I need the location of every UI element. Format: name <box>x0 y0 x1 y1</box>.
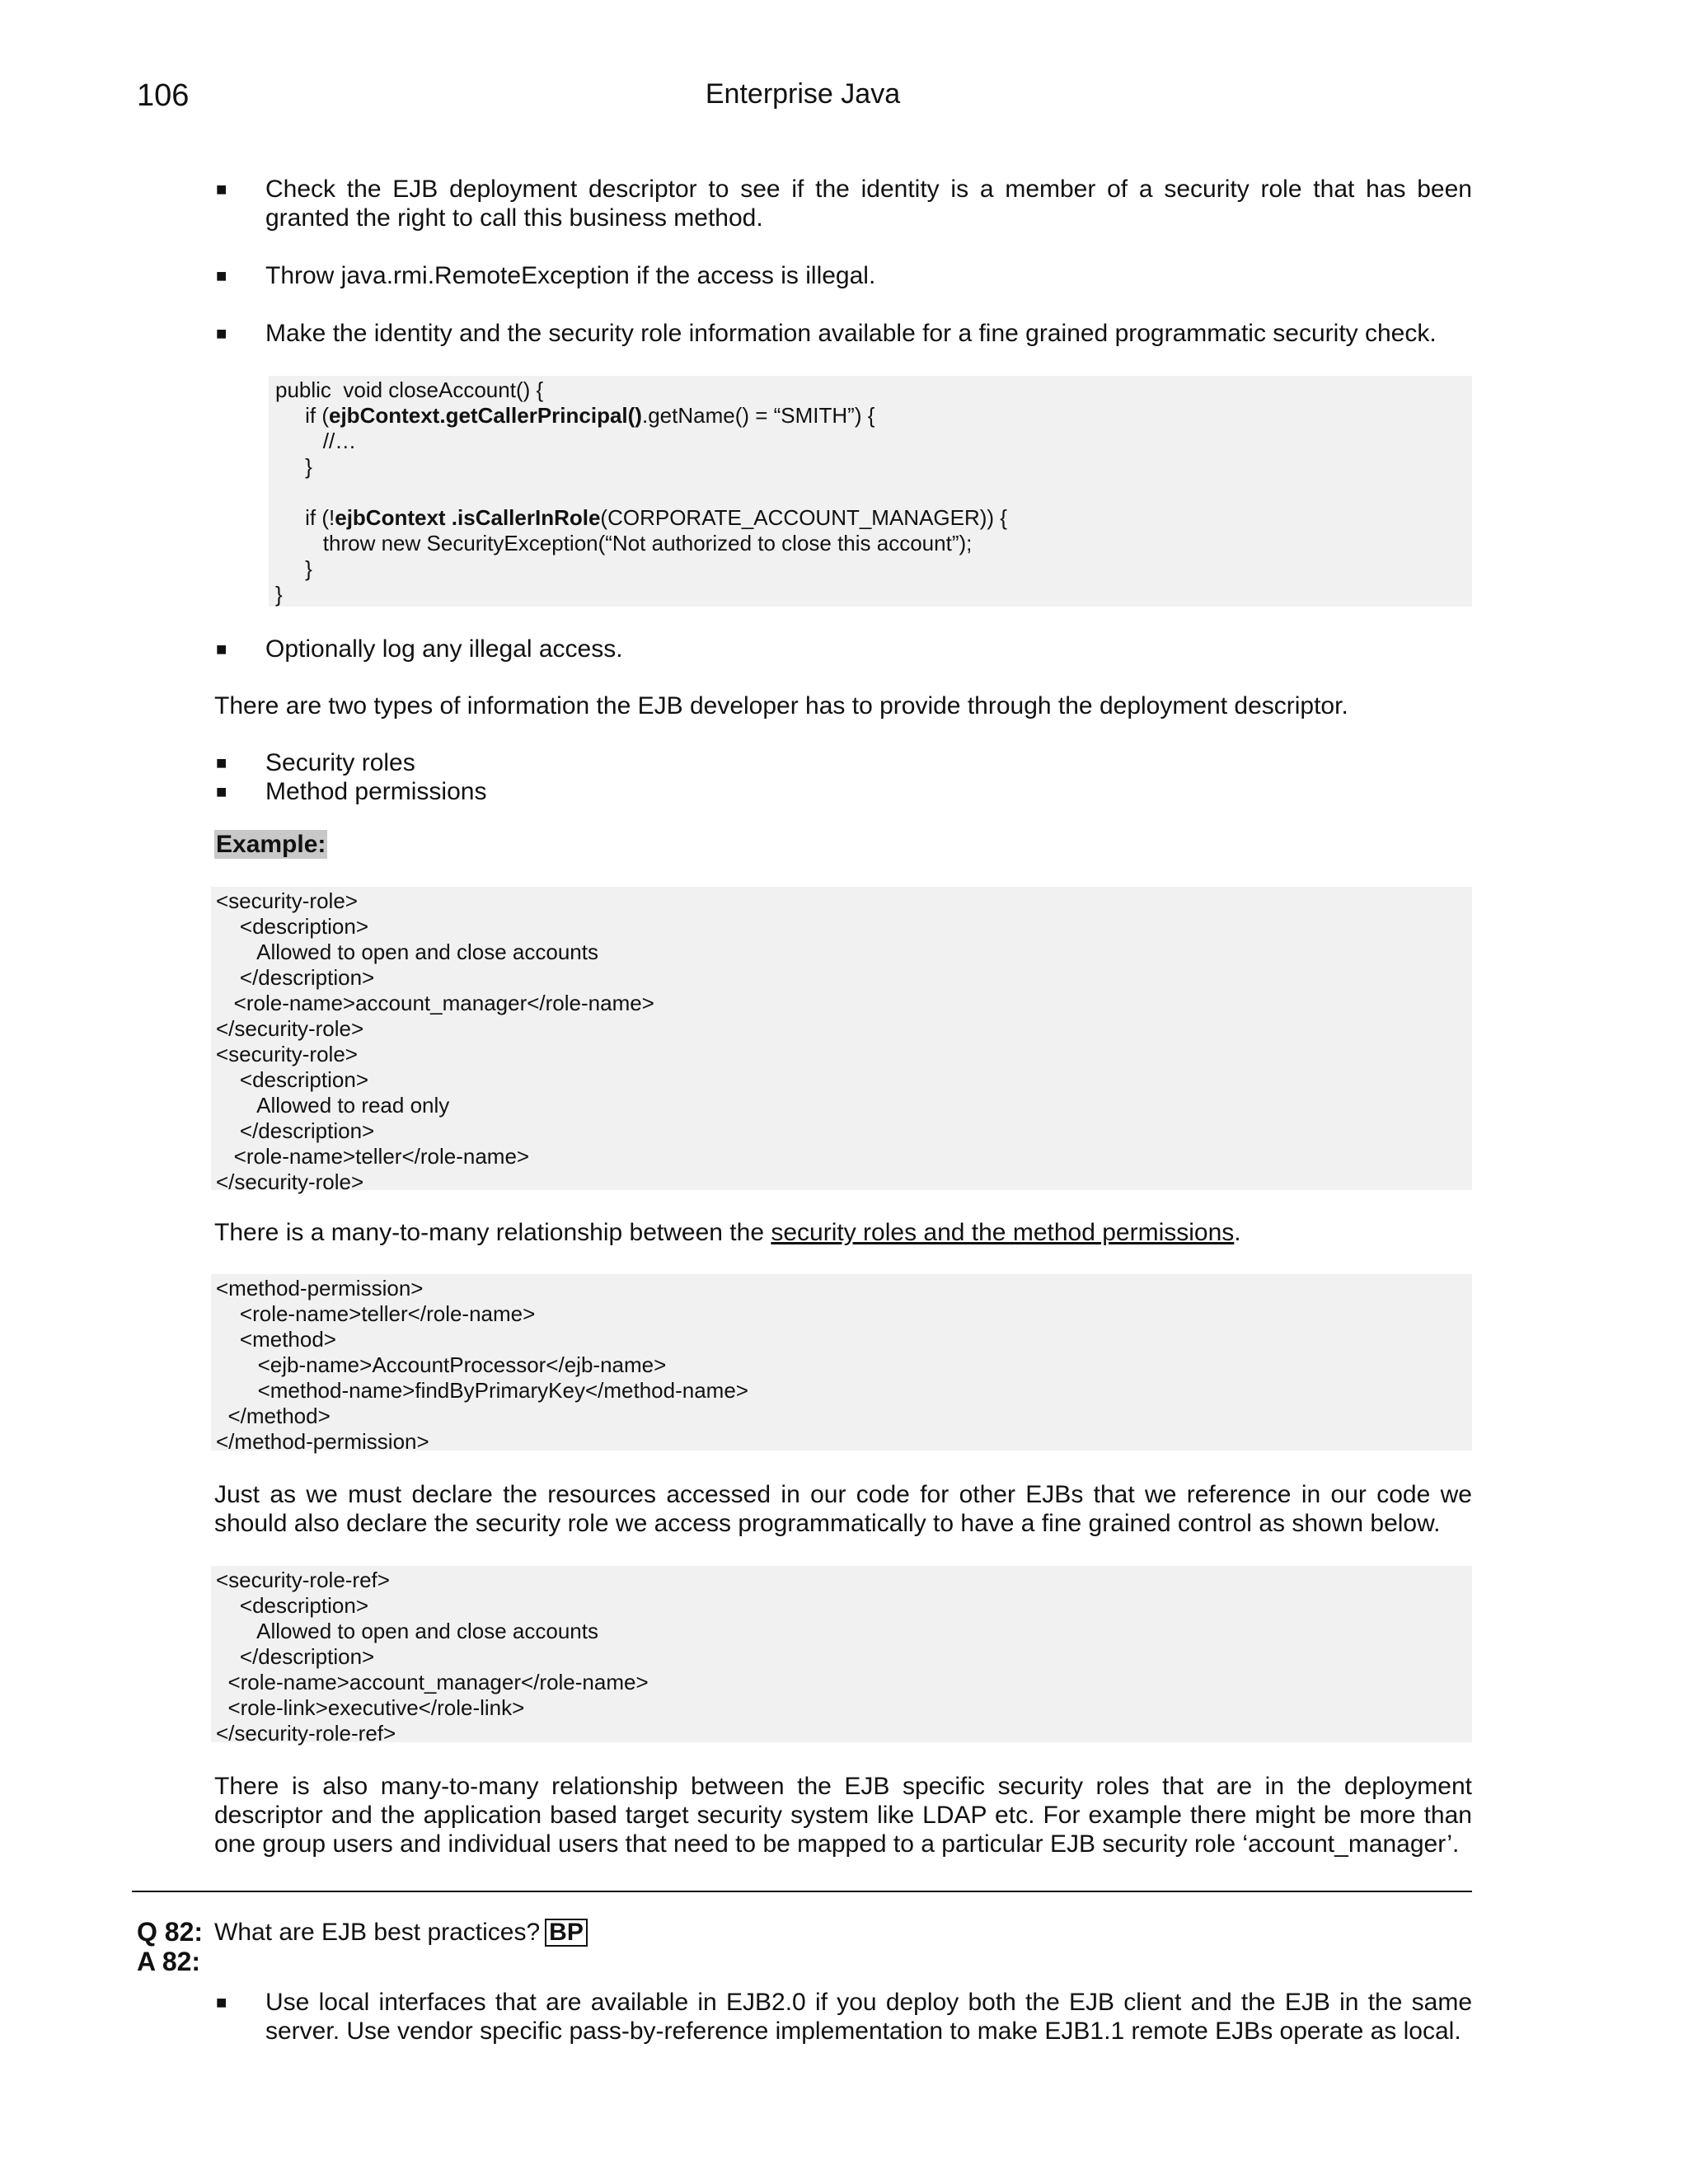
running-header: Enterprise Java <box>705 78 901 110</box>
section-divider <box>132 1891 1472 1892</box>
bullet-check-descriptor: Check the EJB deployment descriptor to see if the identity is a member of a security role that has been granted the right to call this business method. <box>265 176 1472 232</box>
bullet-marker: ■ <box>216 752 227 773</box>
bullet-marker: ■ <box>216 781 227 802</box>
best-practice-badge: BP <box>545 1919 588 1947</box>
question-label: Q 82: <box>137 1917 204 1947</box>
bullet-throw-exception: Throw java.rmi.RemoteException if the access is illegal. <box>265 262 876 289</box>
example-label: Example: <box>216 831 326 858</box>
bullet-marker: ■ <box>216 1992 227 2013</box>
code-security-roles: <security-role> <description> Allowed to open and close accounts </description> <role-name>account_manager</role-name> </security-role> <security-role> <description> Allowed to read only </description> <role-name>teller</role-name> </security-role> <box>211 887 1472 1190</box>
bullet-marker: ■ <box>216 323 227 344</box>
code-security-role-ref: <security-role-ref> <description> Allowed to open and close accounts </description> <role-name>account_manager</role-name> <role-link>executive</role-link> </security-role-ref> <box>211 1566 1472 1742</box>
underlined-phrase: security roles and the method permissions <box>771 1219 1235 1246</box>
list-item-method-permissions: Method permissions <box>265 778 487 805</box>
bullet-log-access: Optionally log any illegal access. <box>265 635 623 663</box>
paragraph-ldap-mapping: There is also many-to-many relationship between the EJB specific security roles that are in the deployment descriptor and the application based target security system like LDAP etc. For example there might be more than one group users and individual users that need to be mapped to a particular EJB security role ‘account_manager’. <box>214 1773 1472 1858</box>
bullet-marker: ■ <box>216 639 227 659</box>
bullet-identity-available: Make the identity and the security role information available for a fine grained programmatic security check. <box>265 320 1437 347</box>
code-close-account: public void closeAccount() { if (ejbContext.getCallerPrincipal().getName() = “SMITH”) { //… } if (!ejbContext .isCallerInRole(CORPORATE_ACCOUNT_MANAGER)) { throw new SecurityException(“Not authorized to close this account”); } } <box>269 376 1472 607</box>
paragraph-many-to-many: There is a many-to-many relationship between the security roles and the method permissions. <box>214 1219 1241 1246</box>
bullet-local-interfaces: Use local interfaces that are available in EJB2.0 if you deploy both the EJB client and the EJB in the same server. Use vendor specific pass-by-reference implementation to make EJB1.1 remote EJBs operate as local. <box>265 1989 1472 2045</box>
list-item-security-roles: Security roles <box>265 749 415 776</box>
paragraph-two-types: There are two types of information the EJB developer has to provide through the deployment descriptor. <box>214 692 1348 719</box>
bullet-marker: ■ <box>216 179 227 199</box>
bullet-marker: ■ <box>216 265 227 286</box>
paragraph-declare-role: Just as we must declare the resources accessed in our code for other EJBs that we reference in our code we should also declare the security role we access programmatically to have a fine grained control as shown below. <box>214 1481 1472 1537</box>
question-text: What are EJB best practices? BP <box>214 1918 588 1947</box>
code-method-permission: <method-permission> <role-name>teller</role-name> <method> <ejb-name>AccountProcessor</ejb-name> <method-name>findByPrimaryKey</method-name> </method> </method-permission> <box>211 1274 1472 1451</box>
answer-label: A 82: <box>137 1947 201 1976</box>
page-number: 106 <box>137 78 190 113</box>
